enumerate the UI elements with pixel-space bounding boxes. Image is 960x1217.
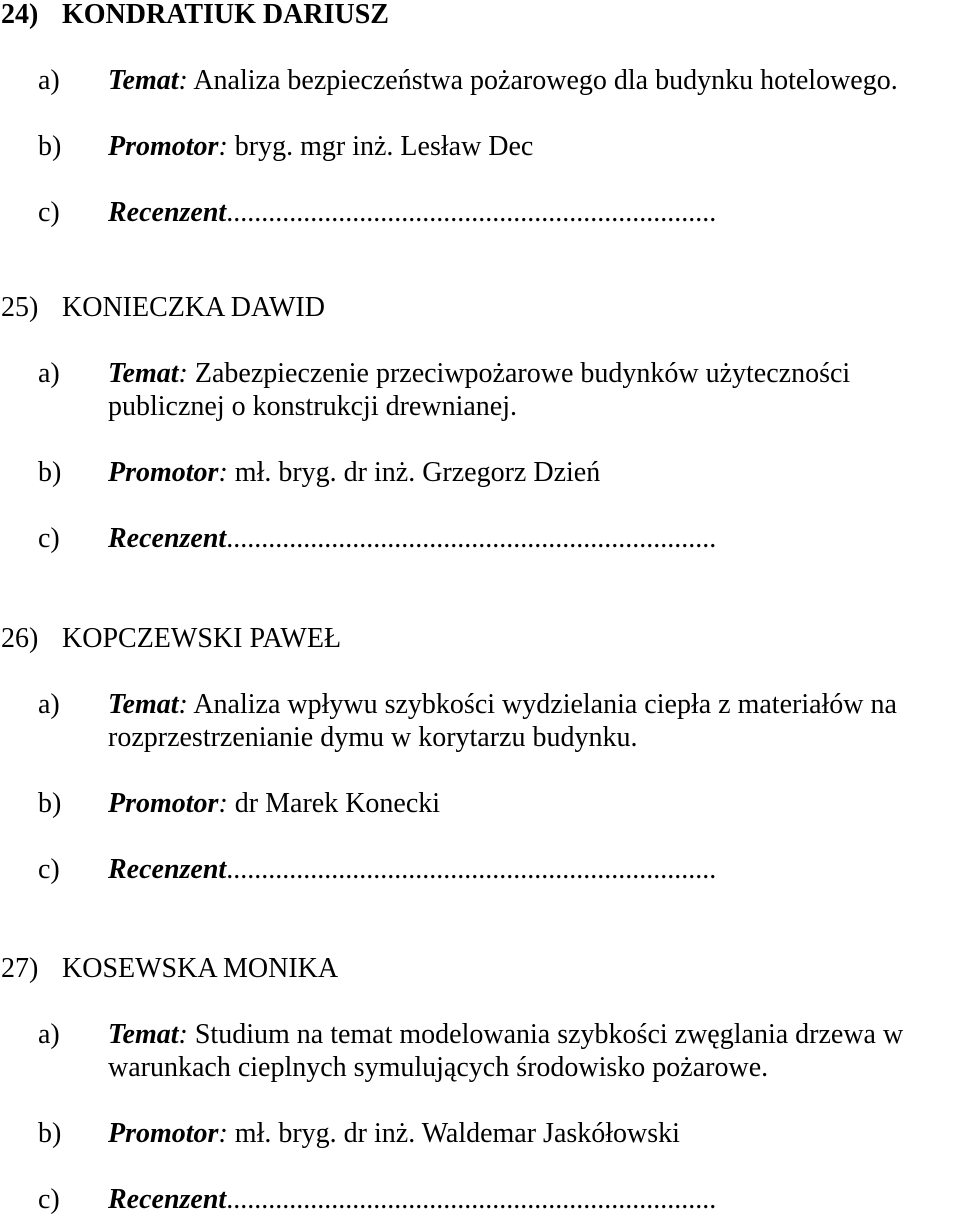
supervisor-item: b) Promotor: dr Marek Konecki (38, 788, 441, 819)
reviewer-item (0, 522, 960, 555)
supervisor-item: b) Promotor: mł. bryg. dr inż. Grzegorz Dzień (38, 457, 601, 488)
item-label-b: b) (38, 131, 62, 162)
reviewer-dots: ...................................................................... (226, 1184, 717, 1215)
supervisor-label: Promotor (108, 457, 219, 488)
item-label-a: a) (38, 65, 60, 96)
reviewer-label: Recenzent (108, 197, 227, 228)
entry-number: 27) (1, 953, 39, 984)
topic-item: a) Temat: Analiza wpływu szybkości wydzielania ciepła z materiałów na rozprzestrzenianie dymu w korytarzu budynku. (0, 688, 960, 754)
item-label-c: c) (38, 523, 60, 554)
entry-heading (0, 293, 960, 323)
topic-text-line-2: publicznej o konstrukcji drewnianej. (108, 391, 517, 422)
reviewer-dots: ...................................................................... (226, 854, 717, 885)
entry-number: 25) (1, 292, 39, 323)
reviewer-item (0, 853, 960, 886)
topic-text-line-1: Analiza wpływu szybkości wydzielania ciepła z materiałów na (193, 689, 897, 720)
supervisor-label: Promotor (108, 788, 219, 819)
entry-heading (0, 0, 960, 30)
reviewer-label: Recenzent (108, 854, 227, 885)
reviewer-item (0, 196, 960, 229)
topic-text-line-1: Zabezpieczenie przeciwpożarowe budynków użyteczności (194, 358, 851, 389)
reviewer-item (0, 1183, 960, 1216)
entry-number: 26) (1, 623, 39, 654)
item-label-b: b) (38, 788, 62, 819)
thesis-entry-26 (0, 624, 960, 886)
topic-text-line-2: warunkach cieplnych symulujących środowisko pożarowe. (108, 1052, 769, 1083)
item-label-a: a) (38, 1019, 60, 1050)
topic-label: Temat (108, 65, 179, 96)
topic-item: a) Temat: Studium na temat modelowania szybkości zwęglania drzewa w warunkach cieplnych symulujących środowisko pożarowe. (0, 1018, 960, 1084)
supervisor-label: Promotor (108, 131, 219, 162)
supervisor-name: mł. bryg. dr inż. Grzegorz Dzień (234, 457, 601, 488)
student-name: KONIECZKA DAWID (62, 292, 325, 323)
thesis-entry-24 (0, 0, 960, 229)
thesis-entry-27 (0, 954, 960, 1216)
topic-item: a) Temat: Analiza bezpieczeństwa pożarowego dla budynku hotelowego. (38, 65, 898, 96)
reviewer-dots: ...................................................................... (226, 523, 717, 554)
topic-text-line-1: Studium na temat modelowania szybkości zwęglania drzewa w (194, 1019, 904, 1050)
thesis-entry-25 (0, 293, 960, 555)
entry-heading (0, 954, 960, 984)
student-name: KOPCZEWSKI PAWEŁ (62, 623, 342, 654)
student-name: KONDRATIUK DARIUSZ (62, 0, 389, 30)
item-label-c: c) (38, 1184, 60, 1215)
supervisor-name: bryg. mgr inż. Lesław Dec (234, 131, 534, 162)
topic-label: Temat (108, 358, 179, 389)
topic-label: Temat (108, 1019, 179, 1050)
item-label-a: a) (38, 689, 60, 720)
supervisor-label: Promotor (108, 1118, 219, 1149)
topic-item: a) Temat: Zabezpieczenie przeciwpożarowe budynków użyteczności publicznej o konstrukcji drewnianej. (0, 357, 960, 423)
topic-text: Analiza bezpieczeństwa pożarowego dla budynku hotelowego. (193, 65, 898, 96)
supervisor-item: b) Promotor: mł. bryg. dr inż. Waldemar Jaskółowski (38, 1118, 680, 1149)
item-label-b: b) (38, 457, 62, 488)
reviewer-label: Recenzent (108, 1184, 227, 1215)
topic-label: Temat (108, 689, 179, 720)
item-label-a: a) (38, 358, 60, 389)
reviewer-dots: ...................................................................... (226, 197, 717, 228)
item-label-c: c) (38, 854, 60, 885)
item-label-b: b) (38, 1118, 62, 1149)
entry-heading (0, 624, 960, 654)
reviewer-label: Recenzent (108, 523, 227, 554)
supervisor-name: mł. bryg. dr inż. Waldemar Jaskółowski (234, 1118, 680, 1149)
supervisor-item: b) Promotor: bryg. mgr inż. Lesław Dec (38, 131, 534, 162)
student-name: KOSEWSKA MONIKA (62, 953, 339, 984)
entry-number: 24) (1, 0, 39, 30)
supervisor-name: dr Marek Konecki (234, 788, 441, 819)
item-label-c: c) (38, 197, 60, 228)
topic-text-line-2: rozprzestrzenianie dymu w korytarzu budynku. (108, 722, 638, 753)
